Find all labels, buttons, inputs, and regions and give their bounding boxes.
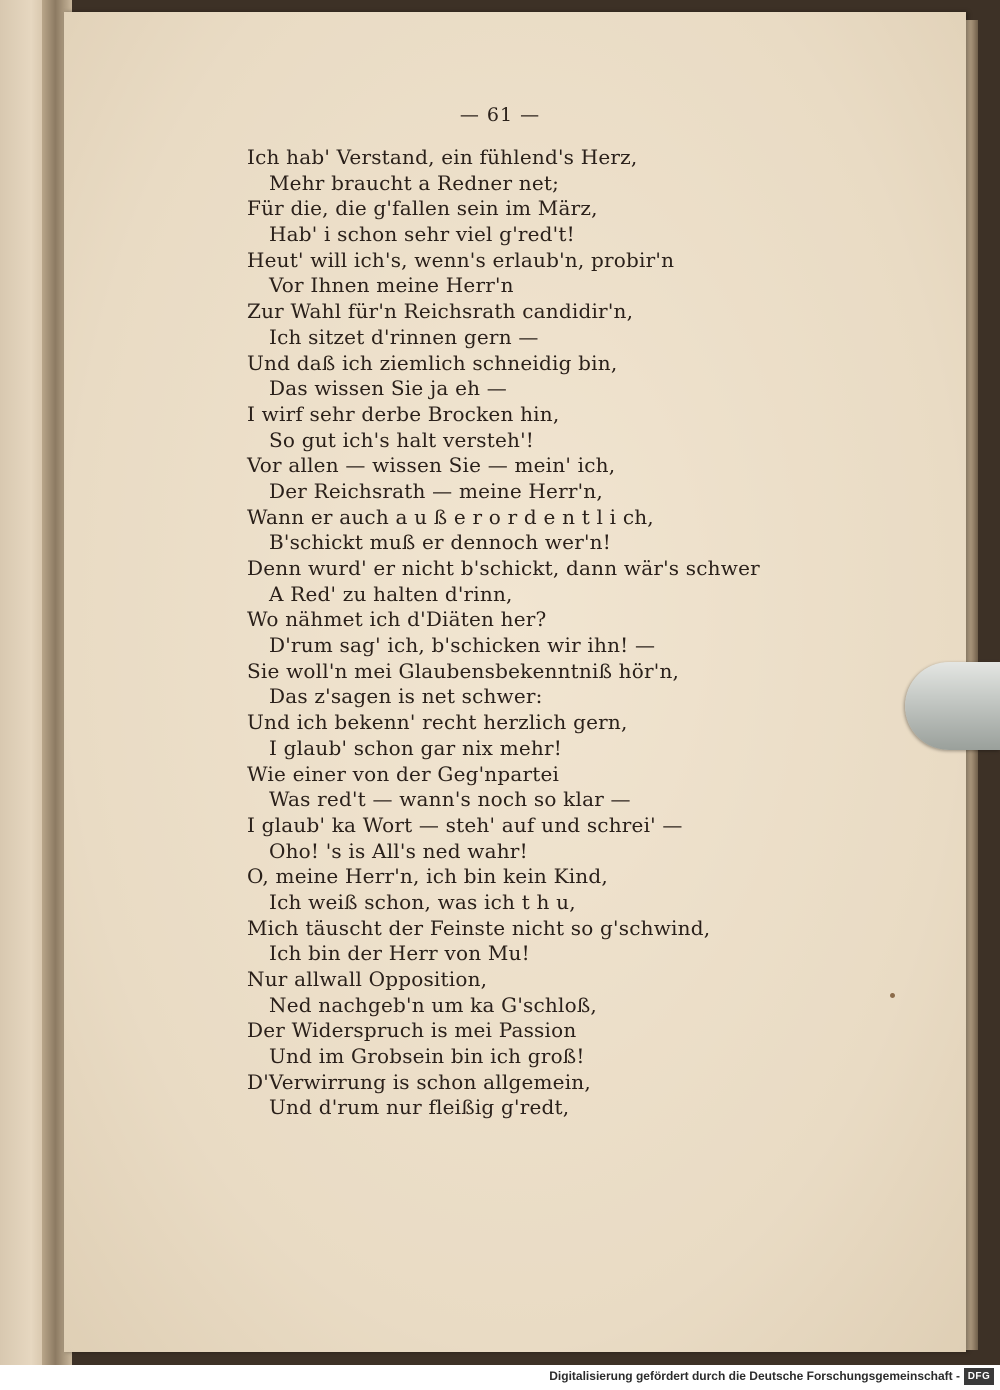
poem-line: Der Widerspruch is mei Passion: [247, 1018, 577, 1043]
poem-line: Der Reichsrath — meine Herr'n,: [269, 478, 603, 503]
poem-line: Was red't — wann's noch so klar —: [269, 787, 631, 812]
poem-line: I glaub' ka Wort — steh' auf und schrei' —: [247, 812, 683, 837]
poem-line: Ich hab' Verstand, ein fühlend's Herz,: [247, 145, 638, 169]
poem-line: Das wissen Sie ja eh —: [269, 376, 507, 401]
paper-spot: [890, 993, 895, 998]
poem-line: So gut ich's halt versteh'!: [269, 427, 535, 452]
poem-line: Für die, die g'fallen sein im März,: [247, 196, 598, 221]
poem-line: D'Verwirrung is schon allgemein,: [247, 1069, 591, 1094]
poem-line: Vor Ihnen meine Herr'n: [269, 273, 514, 298]
poem-line: Vor allen — wissen Sie — mein' ich,: [247, 453, 616, 478]
poem-line: Das z'sagen is net schwer:: [269, 684, 543, 709]
poem-line: D'rum sag' ich, b'schicken wir ihn! —: [269, 633, 656, 658]
poem-line: Ich weiß schon, was ich t h u,: [269, 889, 576, 914]
poem-line: Denn wurd' er nicht b'schickt, dann wär's schwer: [247, 556, 760, 580]
page-clip: [905, 662, 1000, 750]
poem-line: Mich täuscht der Feinste nicht so g'schwind,: [247, 915, 711, 940]
poem-line: Ned nachgeb'n um ka G'schloß,: [269, 992, 597, 1017]
poem-line: Wo nähmet ich d'Diäten her?: [247, 607, 547, 632]
poem-line: Und im Grobsein bin ich groß!: [269, 1044, 585, 1069]
poem-line: Und daß ich ziemlich schneidig bin,: [247, 350, 618, 375]
poem-line: I wirf sehr derbe Brocken hin,: [247, 401, 560, 426]
funding-credit: Digitalisierung gefördert durch die Deutsche Forschungsgemeinschaft -: [549, 1369, 960, 1383]
poem-text: [247, 145, 767, 1121]
poem-line: O, meine Herr'n, ich bin kein Kind,: [247, 864, 608, 889]
dfg-logo: DFG: [964, 1368, 994, 1385]
poem-line: Oho! 's is All's ned wahr!: [269, 838, 528, 863]
poem-line: B'schickt muß er dennoch wer'n!: [269, 530, 611, 555]
poem-line: Nur allwall Opposition,: [247, 967, 488, 991]
poem-line: I glaub' schon gar nix mehr!: [269, 735, 562, 760]
poem-line: Mehr braucht a Redner net;: [269, 170, 560, 195]
poem-line: Und d'rum nur fleißig g'redt,: [269, 1095, 570, 1120]
poem-line: Heut' will ich's, wenn's erlaub'n, probir'n: [247, 247, 675, 272]
poem-line: Hab' i schon sehr viel g'red't!: [269, 222, 575, 247]
poem-line: Sie woll'n mei Glaubensbekenntniß hör'n,: [247, 658, 680, 683]
poem-line: Wann er auch a u ß e r o r d e n t l i ch,: [247, 504, 654, 529]
poem-line: Ich bin der Herr von Mu!: [269, 941, 530, 966]
footer-bar: [0, 1365, 1000, 1390]
poem-line: Und ich bekenn' recht herzlich gern,: [247, 710, 628, 735]
poem-line: A Red' zu halten d'rinn,: [269, 581, 513, 606]
poem-line: Wie einer von der Geg'npartei: [247, 761, 560, 786]
poem-line: Zur Wahl für'n Reichsrath candidir'n,: [247, 299, 634, 324]
poem-line: Ich sitzet d'rinnen gern —: [269, 324, 539, 349]
page-number: — 61 —: [459, 104, 541, 126]
